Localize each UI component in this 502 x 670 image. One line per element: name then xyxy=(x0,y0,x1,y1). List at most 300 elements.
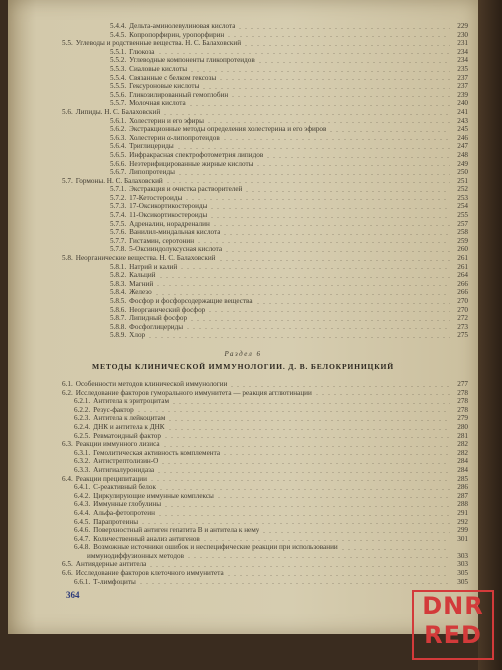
toc-entry-number: 6.4.5. xyxy=(74,517,91,526)
toc-leader-dots xyxy=(218,260,450,261)
toc-entry-title: Углеводы и родственные вещества. Н. С. Балаховский xyxy=(75,39,242,48)
toc-entry-title: Гистамин, серотонин xyxy=(129,236,195,245)
toc-entry xyxy=(62,160,468,169)
toc-entry-number: 5.5.1. xyxy=(110,47,127,56)
toc-entry xyxy=(62,314,468,323)
toc-entry-page: 284 xyxy=(457,465,468,474)
toc-entry xyxy=(62,237,468,246)
toc-entry-number: 5.8.2. xyxy=(110,271,127,280)
toc-entry xyxy=(62,560,468,569)
toc-leader-dots xyxy=(165,182,450,183)
toc-leader-dots xyxy=(188,105,450,106)
toc-entry xyxy=(62,475,468,484)
section-label: Раздел 6 xyxy=(224,350,262,358)
toc-entry xyxy=(62,91,468,100)
toc-entry-number: 5.5.5. xyxy=(110,82,127,91)
toc-leader-dots xyxy=(244,191,450,192)
toc-leader-dots xyxy=(147,337,450,338)
toc-leader-dots xyxy=(237,28,450,29)
toc-entry-page: 273 xyxy=(457,322,468,331)
toc-entry xyxy=(62,483,468,492)
toc-leader-dots xyxy=(162,446,450,447)
toc-entry xyxy=(62,125,468,134)
toc-entry-title: Поверхностный антиген гепатита В и антитела к нему xyxy=(93,526,260,535)
toc-entry-title: Гемолитическая активность комплемента xyxy=(93,448,221,457)
toc-entry xyxy=(62,406,468,415)
toc-entry-number: 5.7. xyxy=(62,176,73,185)
toc-leader-dots xyxy=(201,88,450,89)
toc-entry xyxy=(62,466,468,475)
toc-entry-title: Ванилил-миндальная кислота xyxy=(129,228,221,237)
toc-entry-page: 266 xyxy=(457,288,468,297)
toc-leader-dots xyxy=(202,540,450,541)
toc-entry-number: 5.7.3. xyxy=(110,202,127,211)
toc-leader-dots xyxy=(243,45,450,46)
toc-leader-dots xyxy=(155,285,450,286)
toc-entry-number: 6.6. xyxy=(62,569,73,578)
toc-entry-title: Фосфор и фосфорсодержащие вещества xyxy=(129,297,253,305)
toc-leader-dots xyxy=(257,62,450,63)
toc-entry-number: 5.7.6. xyxy=(110,228,127,237)
toc-entry-title: Копропорфирин, уропорфирин xyxy=(129,30,225,39)
toc-entry xyxy=(62,56,468,65)
toc-entry-page: 245 xyxy=(457,125,468,134)
toc-entry xyxy=(62,271,468,280)
toc-entry-number: 5.5.2. xyxy=(110,56,127,65)
toc-entry xyxy=(62,297,468,306)
toc-entry-page: 278 xyxy=(457,405,468,414)
toc-entry-page: 246 xyxy=(457,133,468,142)
toc-entry-title: Неорганические вещества. Н. С. Балаховский xyxy=(75,254,216,263)
toc-entry-page: 282 xyxy=(457,448,468,457)
toc-entry xyxy=(62,389,468,398)
toc-entry-page: 234 xyxy=(457,47,468,56)
toc-entry-page: 303 xyxy=(457,560,468,569)
toc-entry-title: Глюкоза xyxy=(129,47,155,56)
toc-entry-page: 275 xyxy=(457,331,468,340)
toc-entry xyxy=(62,142,468,151)
toc-entry-page: 281 xyxy=(457,431,468,440)
toc-entry xyxy=(62,99,468,108)
toc-entry-number: 5.7.5. xyxy=(110,219,127,228)
toc-entry-number: 5.7.1. xyxy=(110,185,127,194)
toc-entry-title: Адреналин, норадреналин xyxy=(129,219,210,228)
toc-leader-dots xyxy=(209,217,450,218)
toc-entry-page: 231 xyxy=(457,39,468,48)
toc-entry xyxy=(62,500,468,509)
toc-entry-title: Экстракционные методы определения холестерина и его эфиров xyxy=(129,125,327,134)
toc-entry-page: 259 xyxy=(457,236,468,245)
toc-entry-page: 279 xyxy=(457,414,468,423)
toc-entry-title: Гликозилированный гемоглобин xyxy=(129,90,229,99)
toc-entry-page: 235 xyxy=(457,64,468,73)
toc-entry-number: 5.6.3. xyxy=(110,133,127,142)
toc-entry-number: 5.8.6. xyxy=(110,305,127,314)
toc-entry-number: 5.5.7. xyxy=(110,99,127,108)
toc-entry-title: Антитела к лейкоцитам xyxy=(93,414,166,423)
toc-entry-number: 5.8.1. xyxy=(110,262,127,271)
toc-entry xyxy=(62,39,468,48)
toc-entry-number: 5.8.5. xyxy=(110,297,127,305)
toc-entry xyxy=(62,423,468,432)
toc-leader-dots xyxy=(158,277,450,278)
toc-leader-dots xyxy=(207,311,450,312)
toc-entry-number: 5.6.6. xyxy=(110,159,127,168)
toc-entry-page: 305 xyxy=(457,577,468,586)
toc-entry xyxy=(62,74,468,83)
toc-entry xyxy=(62,509,468,518)
toc-entry-number: 6.4.4. xyxy=(74,508,91,517)
toc-leader-dots xyxy=(156,472,450,473)
toc-entry xyxy=(62,569,468,578)
toc-entry-title: Кальций xyxy=(129,271,156,280)
toc-leader-dots xyxy=(206,122,450,123)
toc-entry-number: 5.5.3. xyxy=(110,64,127,73)
toc-entry-number: 5.8.3. xyxy=(110,279,127,288)
toc-entry-title: Возможные источники ошибок и неспецифические реакции при использовании xyxy=(93,543,338,552)
toc-entry-page: 239 xyxy=(457,90,468,99)
toc-entry-page: 229 xyxy=(457,22,468,30)
toc-entry-number: 6.3. xyxy=(62,440,73,449)
toc-leader-dots xyxy=(222,234,450,235)
toc-entry xyxy=(62,380,468,389)
toc-entry-number: 6.4.1. xyxy=(74,483,91,492)
toc-entry xyxy=(62,414,468,423)
toc-entry xyxy=(62,48,468,57)
toc-entry-title: Магний xyxy=(129,279,154,288)
toc-entry-title: Сиаловые кислоты xyxy=(129,64,188,73)
toc-entry-page: 253 xyxy=(457,193,468,202)
toc-leader-dots xyxy=(171,403,450,404)
toc-entry xyxy=(62,168,468,177)
toc-entry-title: Количественный анализ антигенов xyxy=(93,534,200,543)
toc-entry-title: Исследование факторов клеточного иммунитета xyxy=(75,569,224,578)
toc-entry-title: Т-лимфоциты xyxy=(93,577,136,586)
toc-leader-dots xyxy=(216,497,450,498)
toc-leader-dots xyxy=(340,549,450,550)
toc-entry xyxy=(62,552,468,561)
toc-entry-page: 285 xyxy=(457,474,468,483)
toc-entry-number: 5.8. xyxy=(62,254,73,263)
toc-entry-page: 255 xyxy=(457,211,468,220)
toc-entry-title: ДНК и антитела к ДНК xyxy=(93,422,165,431)
toc-entry-page: 288 xyxy=(457,500,468,509)
toc-entry xyxy=(62,134,468,143)
toc-entry-number: 5.4.4. xyxy=(110,22,127,30)
toc-entry xyxy=(62,397,468,406)
toc-entry-number: 6.4.3. xyxy=(74,500,91,509)
toc-entry-number: 5.6.1. xyxy=(110,116,127,125)
toc-leader-dots xyxy=(265,157,450,158)
toc-leader-dots xyxy=(154,294,450,295)
toc-entry xyxy=(62,245,468,254)
toc-entry-title: Реакции преципитации xyxy=(75,474,147,483)
toc-entry-page: 299 xyxy=(457,526,468,535)
toc-leader-dots xyxy=(184,199,450,200)
toc-entry-page: 247 xyxy=(457,142,468,151)
toc-entry-title: Молочная кислота xyxy=(129,99,186,108)
toc-entry-number: 5.7.4. xyxy=(110,211,127,220)
toc-entry-page: 266 xyxy=(457,279,468,288)
toc-entry-page: 251 xyxy=(457,176,468,185)
toc-entry xyxy=(62,202,468,211)
toc-leader-dots xyxy=(226,36,450,37)
toc-entry-page: 237 xyxy=(457,73,468,82)
toc-entry-number: 5.8.7. xyxy=(110,314,127,323)
toc-entry xyxy=(62,211,468,220)
toc-leader-dots xyxy=(186,557,450,558)
toc-entry xyxy=(62,254,468,263)
toc-entry-title: Железо xyxy=(129,288,152,297)
toc-entry xyxy=(62,228,468,237)
toc-entry-number: 6.2. xyxy=(62,388,73,397)
toc-entry xyxy=(62,518,468,527)
toc-entry-number: 6.2.1. xyxy=(74,397,91,406)
toc-entry-page: 305 xyxy=(457,569,468,578)
toc-leader-dots xyxy=(255,303,450,304)
toc-entry-number: 5.8.8. xyxy=(110,322,127,331)
toc-entry-title: Липопротеиды xyxy=(129,168,175,177)
toc-entry-title: Парапротеины xyxy=(93,517,139,526)
toc-entry-number: 6.1. xyxy=(62,380,73,388)
toc-entry-page: 230 xyxy=(457,30,468,39)
toc-leader-dots xyxy=(222,139,450,140)
toc-entry-title: 5-Оксииндолуксусная кислота xyxy=(129,245,223,254)
toc-leader-dots xyxy=(149,480,450,481)
toc-leader-dots xyxy=(179,268,450,269)
toc-entry-title: Фосфоглицериды xyxy=(129,322,184,331)
toc-entry-number: 5.5.6. xyxy=(110,90,127,99)
toc-entry-number: 5.4.5. xyxy=(110,30,127,39)
toc-leader-dots xyxy=(140,523,450,524)
toc-entry-number: 5.5.4. xyxy=(110,73,127,82)
toc-entry-title: Антитела к эритроцитам xyxy=(93,397,169,406)
toc-leader-dots xyxy=(328,131,450,132)
toc-leader-dots xyxy=(218,79,450,80)
toc-leader-dots xyxy=(167,420,450,421)
toc-entry-page: 250 xyxy=(457,168,468,177)
toc-entry-number: 5.8.9. xyxy=(110,331,127,340)
toc-entry-page: 254 xyxy=(457,202,468,211)
toc-entry-title: Антигиалуронидаза xyxy=(93,465,155,474)
toc-entry-page: 284 xyxy=(457,457,468,466)
toc-entry-title: Иммунные глобулины xyxy=(93,500,162,509)
toc-entry-number: 5.6.4. xyxy=(110,142,127,151)
toc-entry-title: 17-Кетостероиды xyxy=(129,193,183,202)
toc-leader-dots xyxy=(162,114,450,115)
toc-entry-title: Резус-фактор xyxy=(93,405,134,414)
toc-entry xyxy=(62,526,468,535)
toc-entry-number: 6.4.2. xyxy=(74,491,91,500)
toc-entry-page: 240 xyxy=(457,99,468,108)
toc-entry-page: 243 xyxy=(457,116,468,125)
toc-entry-number: 6.4.7. xyxy=(74,534,91,543)
toc-entry-title: Холестерин α-липопротеидов xyxy=(129,133,220,142)
toc-entry-page: 291 xyxy=(457,508,468,517)
toc-entry-number: 6.2.2. xyxy=(74,405,91,414)
table-of-contents-part1 xyxy=(62,22,468,340)
toc-leader-dots xyxy=(224,251,450,252)
toc-leader-dots xyxy=(158,489,450,490)
toc-leader-dots xyxy=(176,148,450,149)
toc-entry xyxy=(62,457,468,466)
toc-entry xyxy=(62,117,468,126)
toc-entry xyxy=(62,185,468,194)
toc-entry-number: 6.2.4. xyxy=(74,422,91,431)
toc-entry-title: Неэтерифицированные жирные кислоты xyxy=(129,159,254,168)
toc-entry-title: Экстракция и очистка растворителей xyxy=(129,185,243,194)
toc-entry-title: Гормоны. Н. С. Балаховский xyxy=(75,176,163,185)
toc-leader-dots xyxy=(185,328,450,329)
toc-entry-number: 5.7.2. xyxy=(110,193,127,202)
toc-entry-page: 237 xyxy=(457,82,468,91)
toc-leader-dots xyxy=(177,174,450,175)
toc-entry-title: Липиды. Н. С. Балаховский xyxy=(75,107,161,116)
toc-entry xyxy=(62,65,468,74)
watermark-line1: DNR xyxy=(422,592,484,620)
book-page xyxy=(8,0,478,634)
toc-leader-dots xyxy=(138,583,450,584)
toc-entry xyxy=(62,306,468,315)
toc-leader-dots xyxy=(167,429,450,430)
toc-entry-title: иммунодиффузионных методов xyxy=(87,551,184,560)
watermark-logo xyxy=(412,590,494,660)
toc-leader-dots xyxy=(229,386,450,387)
toc-entry-number: 5.5. xyxy=(62,39,73,48)
toc-leader-dots xyxy=(226,575,450,576)
page-number: 364 xyxy=(66,590,80,600)
toc-entry-title: С-реактивный белок xyxy=(93,483,156,492)
toc-entry-page: 270 xyxy=(457,297,468,305)
toc-entry-number: 5.6.7. xyxy=(110,168,127,177)
toc-entry-number: 5.6. xyxy=(62,107,73,116)
toc-entry-title: Неорганический фосфор xyxy=(129,305,206,314)
toc-leader-dots xyxy=(157,53,451,54)
toc-entry-title: Хлор xyxy=(129,331,146,340)
toc-entry xyxy=(62,151,468,160)
toc-entry-number: 6.3.3. xyxy=(74,465,91,474)
toc-entry-number: 6.4. xyxy=(62,474,73,483)
toc-leader-dots xyxy=(255,165,450,166)
toc-entry-page: 261 xyxy=(457,262,468,271)
toc-entry xyxy=(62,449,468,458)
toc-leader-dots xyxy=(209,208,450,209)
toc-entry-page: 252 xyxy=(457,185,468,194)
toc-entry-page: 248 xyxy=(457,150,468,159)
toc-entry xyxy=(62,578,468,587)
toc-entry-page: 278 xyxy=(457,397,468,406)
toc-entry-title: 17-Оксикортикостероиды xyxy=(129,202,208,211)
toc-entry-number: 6.3.1. xyxy=(74,448,91,457)
toc-entry-title: Особенности методов клинической иммунологии xyxy=(75,380,228,388)
toc-entry xyxy=(62,177,468,186)
toc-entry xyxy=(62,194,468,203)
toc-entry-page: 280 xyxy=(457,422,468,431)
toc-leader-dots xyxy=(163,506,450,507)
toc-entry-number: 6.6.1. xyxy=(74,577,91,586)
toc-entry-page: 303 xyxy=(457,551,468,560)
toc-entry xyxy=(62,263,468,272)
toc-leader-dots xyxy=(136,411,450,412)
toc-entry xyxy=(62,22,468,31)
toc-entry-title: Ревматоидный фактор xyxy=(93,431,161,440)
toc-leader-dots xyxy=(261,532,450,533)
toc-leader-dots xyxy=(189,320,450,321)
toc-entry-title: 11-Оксикортикостероиды xyxy=(129,211,208,220)
toc-entry-title: Связанные с белком гексозы xyxy=(129,73,217,82)
toc-entry-number: 5.6.5. xyxy=(110,150,127,159)
toc-leader-dots xyxy=(230,96,450,97)
toc-entry xyxy=(62,323,468,332)
toc-entry-number: 6.2.3. xyxy=(74,414,91,423)
toc-entry-page: 249 xyxy=(457,159,468,168)
toc-entry xyxy=(62,220,468,229)
toc-entry xyxy=(62,492,468,501)
toc-entry-title: Антиядерные антитела xyxy=(75,560,147,569)
toc-entry xyxy=(62,535,468,544)
toc-entry-title: Альфа-фетопротеин xyxy=(93,508,155,517)
toc-entry-number: 5.7.8. xyxy=(110,245,127,254)
toc-entry-number: 6.2.5. xyxy=(74,431,91,440)
toc-entry-title: Холестерин и его эфиры xyxy=(129,116,204,125)
toc-entry xyxy=(62,331,468,340)
toc-entry-number: 5.7.7. xyxy=(110,236,127,245)
toc-entry-page: 241 xyxy=(457,107,468,116)
toc-entry-number: 6.5. xyxy=(62,560,73,569)
toc-leader-dots xyxy=(196,242,450,243)
toc-entry-page: 287 xyxy=(457,491,468,500)
toc-entry xyxy=(62,280,468,289)
toc-entry xyxy=(62,432,468,441)
toc-entry-number: 6.4.6. xyxy=(74,526,91,535)
toc-entry-number: 5.6.2. xyxy=(110,125,127,134)
toc-entry-title: Натрий и калий xyxy=(129,262,178,271)
toc-entry-title: Дельта-аминолевулиновая кислота xyxy=(129,22,236,30)
toc-entry-title: Гексуроновые кислоты xyxy=(129,82,200,91)
toc-entry-title: Реакции иммунного лизиса xyxy=(75,440,160,449)
toc-leader-dots xyxy=(148,566,450,567)
toc-entry xyxy=(62,288,468,297)
toc-entry-page: 260 xyxy=(457,245,468,254)
toc-entry-title: Исследование факторов гуморального иммунитета — реакция агглютинации xyxy=(75,388,312,397)
toc-entry-page: 261 xyxy=(457,254,468,263)
toc-entry xyxy=(62,82,468,91)
toc-entry-number: 5.8.4. xyxy=(110,288,127,297)
toc-leader-dots xyxy=(160,463,450,464)
book-fold xyxy=(478,0,502,670)
section-title: МЕТОДЫ КЛИНИЧЕСКОЙ ИММУНОЛОГИИ. Д. В. БЕЛОКРИНИЦКИЙ xyxy=(92,362,394,371)
toc-entry-title: Углеводные компоненты гликопротеидов xyxy=(129,56,255,65)
toc-entry-title: Антистрептолизин-О xyxy=(93,457,159,466)
toc-entry-page: 257 xyxy=(457,219,468,228)
toc-entry-number: 6.3.2. xyxy=(74,457,91,466)
toc-leader-dots xyxy=(222,454,450,455)
toc-leader-dots xyxy=(189,71,450,72)
toc-entry xyxy=(62,31,468,40)
toc-leader-dots xyxy=(157,515,450,516)
toc-entry-number: 6.4.8. xyxy=(74,543,91,552)
toc-entry-page: 277 xyxy=(457,380,468,388)
toc-leader-dots xyxy=(314,394,450,395)
toc-entry-title: Инфракрасная спектрофотометрия липидов xyxy=(129,150,264,159)
toc-entry-title: Циркулирующие иммунные комплексы xyxy=(93,491,214,500)
toc-entry-page: 286 xyxy=(457,483,468,492)
toc-entry-page: 258 xyxy=(457,228,468,237)
toc-entry xyxy=(62,543,468,552)
toc-leader-dots xyxy=(163,437,450,438)
toc-entry-page: 278 xyxy=(457,388,468,397)
toc-entry-title: Липидный фосфор xyxy=(129,314,188,323)
